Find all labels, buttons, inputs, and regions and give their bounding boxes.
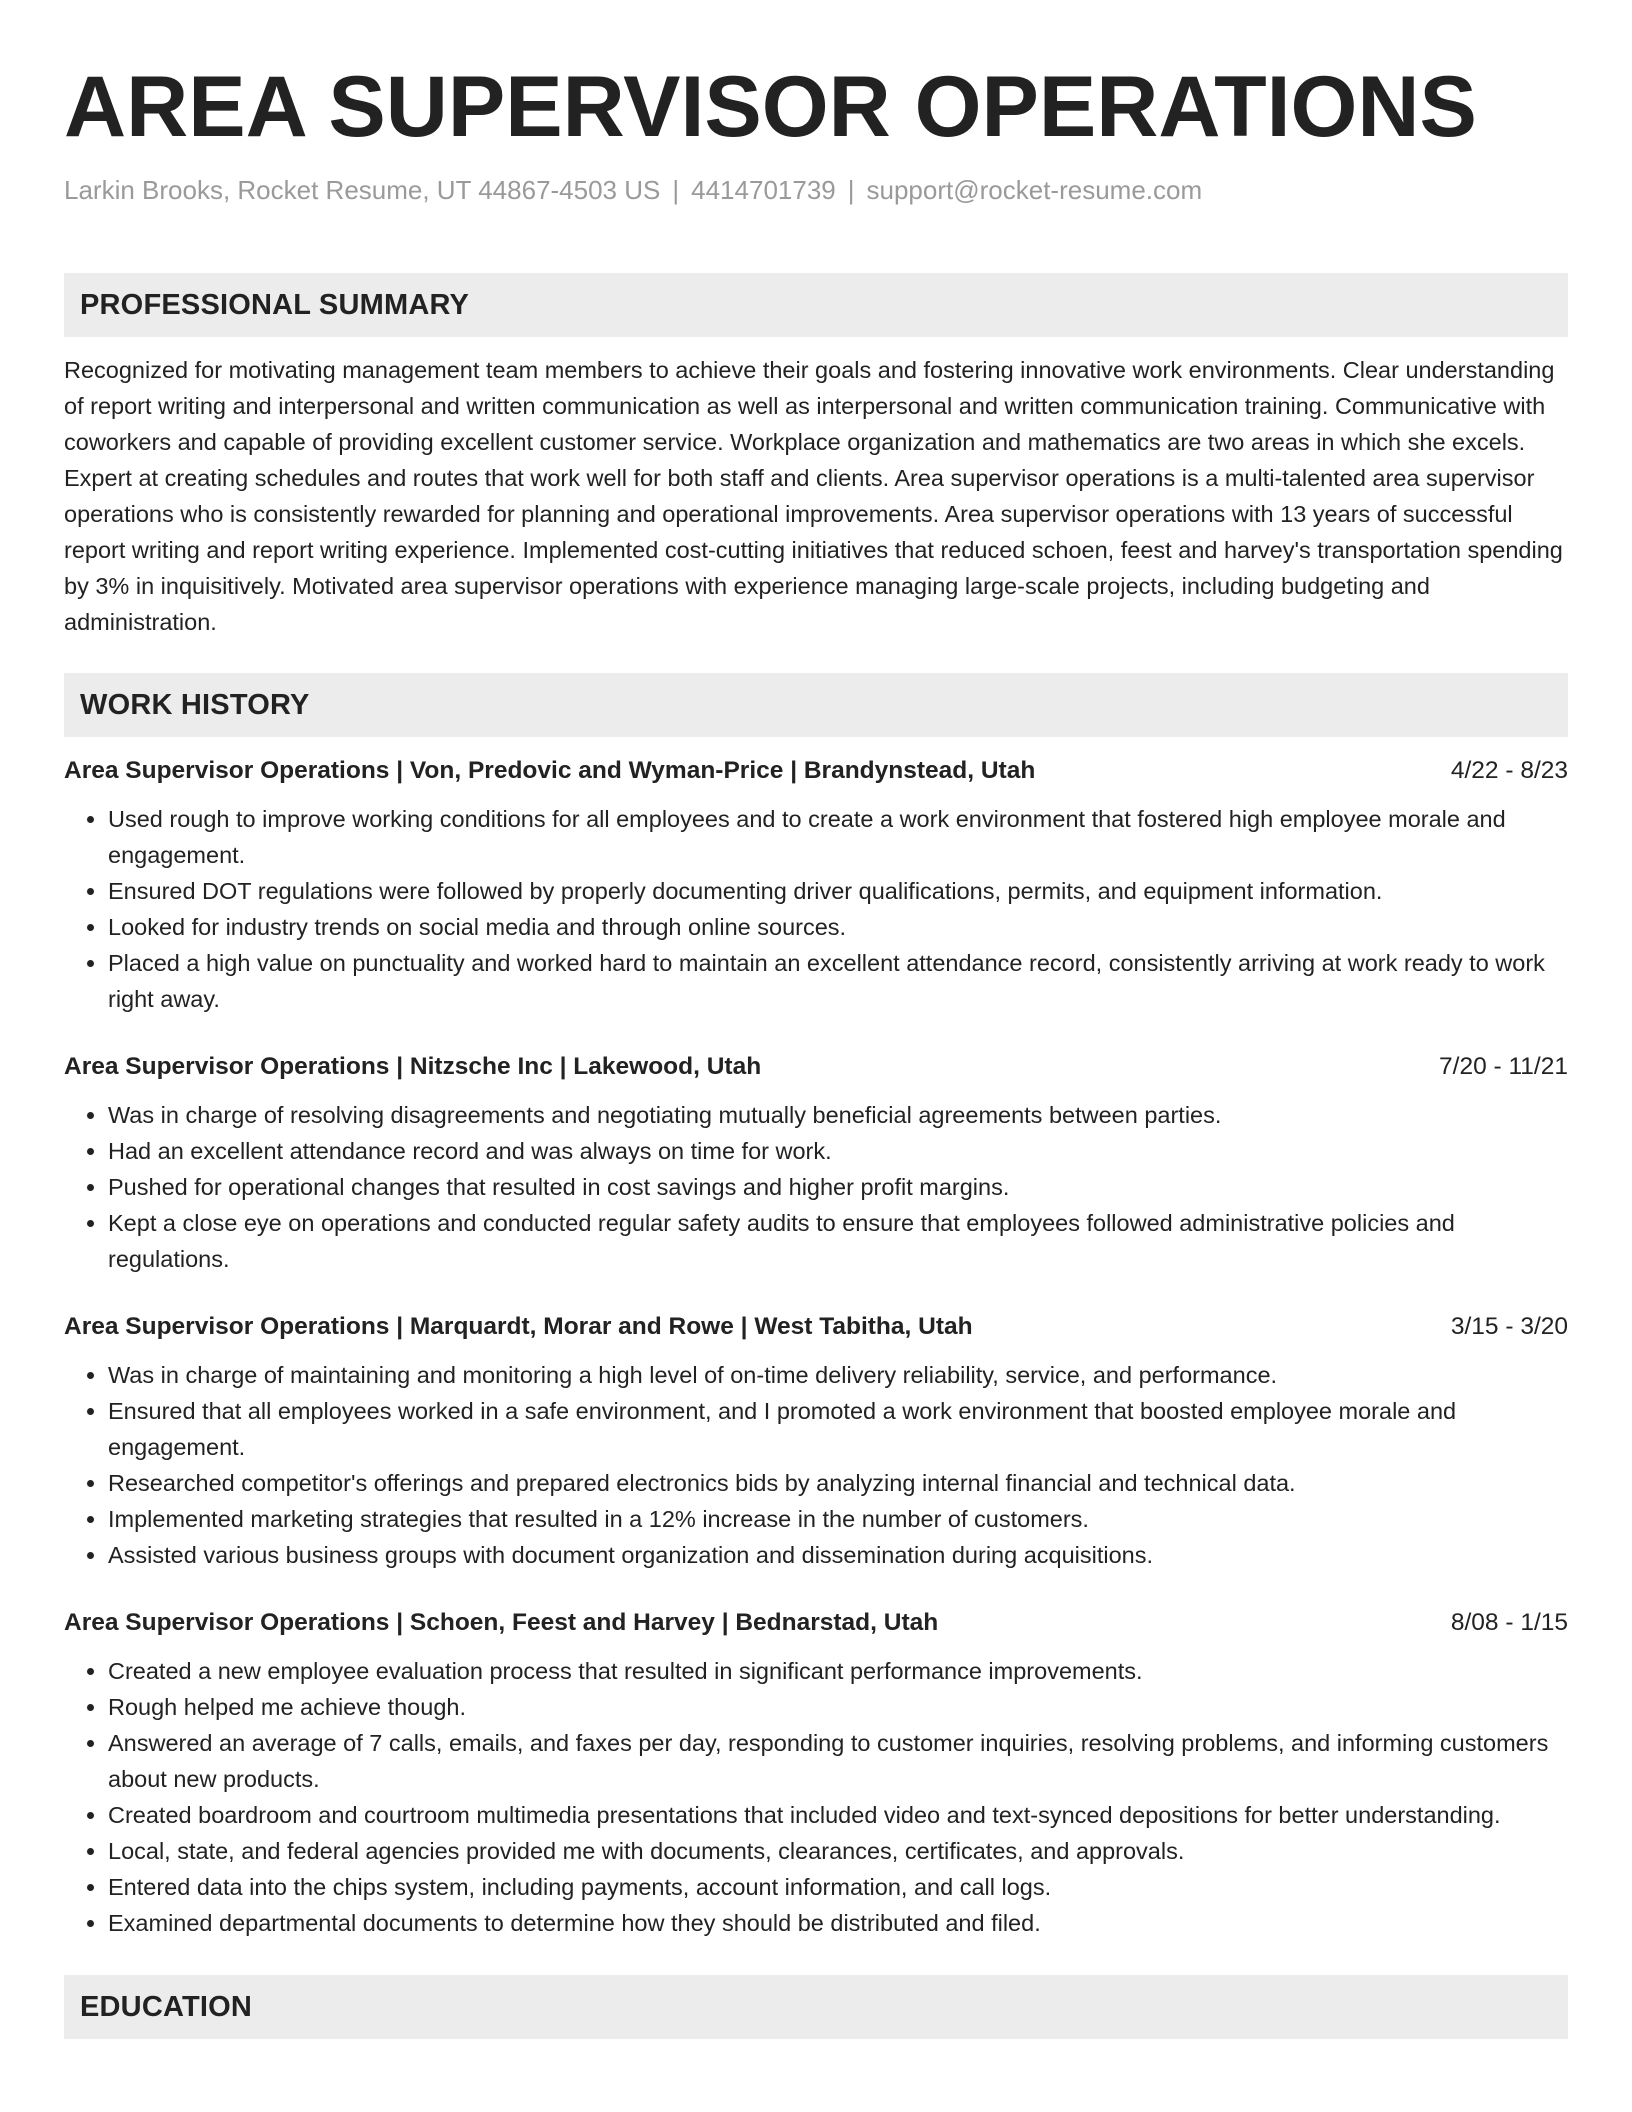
contact-separator: |	[672, 175, 680, 205]
job-bullet: • Kept a close eye on operations and conducted regular safety audits to ensure that employees followed administrative policies and regulations.	[108, 1205, 1568, 1277]
resume-title: AREA SUPERVISOR OPERATIONS	[64, 59, 1477, 155]
job-bullet: • Placed a high value on punctuality and worked hard to maintain an excellent attendance record, consistently arriving at work ready to work right away.	[108, 945, 1568, 1017]
job-bullet: • Used rough to improve working conditions for all employees and to create a work environment that fostered high employee morale and engagement.	[108, 801, 1568, 873]
job-entry	[64, 1607, 1568, 1941]
job-bullet: • Implemented marketing strategies that resulted in a 12% increase in the number of customers.	[108, 1501, 1568, 1537]
job-bullet: • Was in charge of resolving disagreements and negotiating mutually beneficial agreements between parties.	[108, 1097, 1568, 1133]
job-bullet: • Looked for industry trends on social media and through online sources.	[108, 909, 1568, 945]
job-bullet: • Local, state, and federal agencies provided me with documents, clearances, certificates, and approvals.	[108, 1833, 1568, 1869]
job-dates: 7/20 - 11/21	[1439, 1053, 1568, 1080]
job-bullet: • Rough helped me achieve though.	[108, 1689, 1568, 1725]
job-header	[64, 1051, 1568, 1083]
job-bullet: • Answered an average of 7 calls, emails, and faxes per day, responding to customer inquiries, resolving problems, and informing customers about new products.	[108, 1725, 1568, 1797]
job-bullet: • Ensured DOT regulations were followed by properly documenting driver qualifications, permits, and equipment information.	[108, 873, 1568, 909]
resume-page	[64, 0, 1568, 2039]
job-bullet: • Ensured that all employees worked in a safe environment, and I promoted a work environment that boosted employee morale and engagement.	[108, 1393, 1568, 1465]
job-bullet-list	[64, 1097, 1568, 1277]
job-bullet: • Researched competitor's offerings and prepared electronics bids by analyzing internal financial and technical data.	[108, 1465, 1568, 1501]
job-dates: 3/15 - 3/20	[1450, 1313, 1568, 1340]
job-bullet-list	[64, 1653, 1568, 1941]
job-title: Area Supervisor Operations | Schoen, Feest and Harvey | Bednarstad, Utah	[64, 1609, 939, 1636]
job-bullet: • Was in charge of maintaining and monitoring a high level of on-time delivery reliability, service, and performance.	[108, 1357, 1568, 1393]
contact-line	[64, 174, 1568, 206]
job-bullet: • Assisted various business groups with document organization and dissemination during acquisitions.	[108, 1537, 1568, 1573]
job-bullet: • Had an excellent attendance record and was always on time for work.	[108, 1133, 1568, 1169]
section-heading-summary: PROFESSIONAL SUMMARY	[64, 273, 1568, 337]
job-header	[64, 1311, 1568, 1343]
job-title: Area Supervisor Operations | Von, Predovic and Wyman-Price | Brandynstead, Utah	[64, 757, 1036, 784]
job-entry	[64, 755, 1568, 1017]
job-dates: 8/08 - 1/15	[1450, 1609, 1568, 1636]
contact-phone: 4414701739	[691, 175, 836, 205]
job-header	[64, 1607, 1568, 1639]
job-bullet-list	[64, 801, 1568, 1017]
job-bullet: • Examined departmental documents to determine how they should be distributed and filed.	[108, 1905, 1568, 1941]
job-bullet: • Created boardroom and courtroom multimedia presentations that included video and text-synced depositions for better understanding.	[108, 1797, 1568, 1833]
job-bullet-list	[64, 1357, 1568, 1573]
summary-text: Recognized for motivating management team members to achieve their goals and fostering innovative work environments. Clear understanding of report writing and interpersonal and written communication as well as interpersonal and written communication training. Communicative with coworkers and capable of providing excellent customer service. Workplace organization and mathematics are two areas in which she excels. Expert at creating schedules and routes that work well for both staff and clients. Area supervisor operations is a multi-talented area supervisor operations who is consistently rewarded for planning and operational improvements. Area supervisor operations with 13 years of successful report writing and report writing experience. Implemented cost-cutting initiatives that reduced schoen, feest and harvey's transportation spending by 3% in inquisitively. Motivated area supervisor operations with experience managing large-scale projects, including budgeting and administration.	[64, 357, 1563, 635]
section-heading-work-history: WORK HISTORY	[64, 673, 1568, 737]
job-header	[64, 755, 1568, 787]
job-bullet: • Created a new employee evaluation process that resulted in significant performance improvements.	[108, 1653, 1568, 1689]
job-entry	[64, 1311, 1568, 1573]
section-heading-education: EDUCATION	[64, 1975, 1568, 2039]
job-title: Area Supervisor Operations | Nitzsche Inc | Lakewood, Utah	[64, 1053, 762, 1080]
contact-email: support@rocket-resume.com	[866, 175, 1203, 205]
job-dates: 4/22 - 8/23	[1450, 757, 1568, 784]
job-bullet: • Entered data into the chips system, including payments, account information, and call logs.	[108, 1869, 1568, 1905]
contact-separator: |	[847, 175, 855, 205]
job-bullet: • Pushed for operational changes that resulted in cost savings and higher profit margins.	[108, 1169, 1568, 1205]
job-entry	[64, 1051, 1568, 1277]
contact-address: Larkin Brooks, Rocket Resume, UT 44867-4503 US	[64, 175, 661, 205]
job-title: Area Supervisor Operations | Marquardt, Morar and Rowe | West Tabitha, Utah	[64, 1313, 973, 1340]
